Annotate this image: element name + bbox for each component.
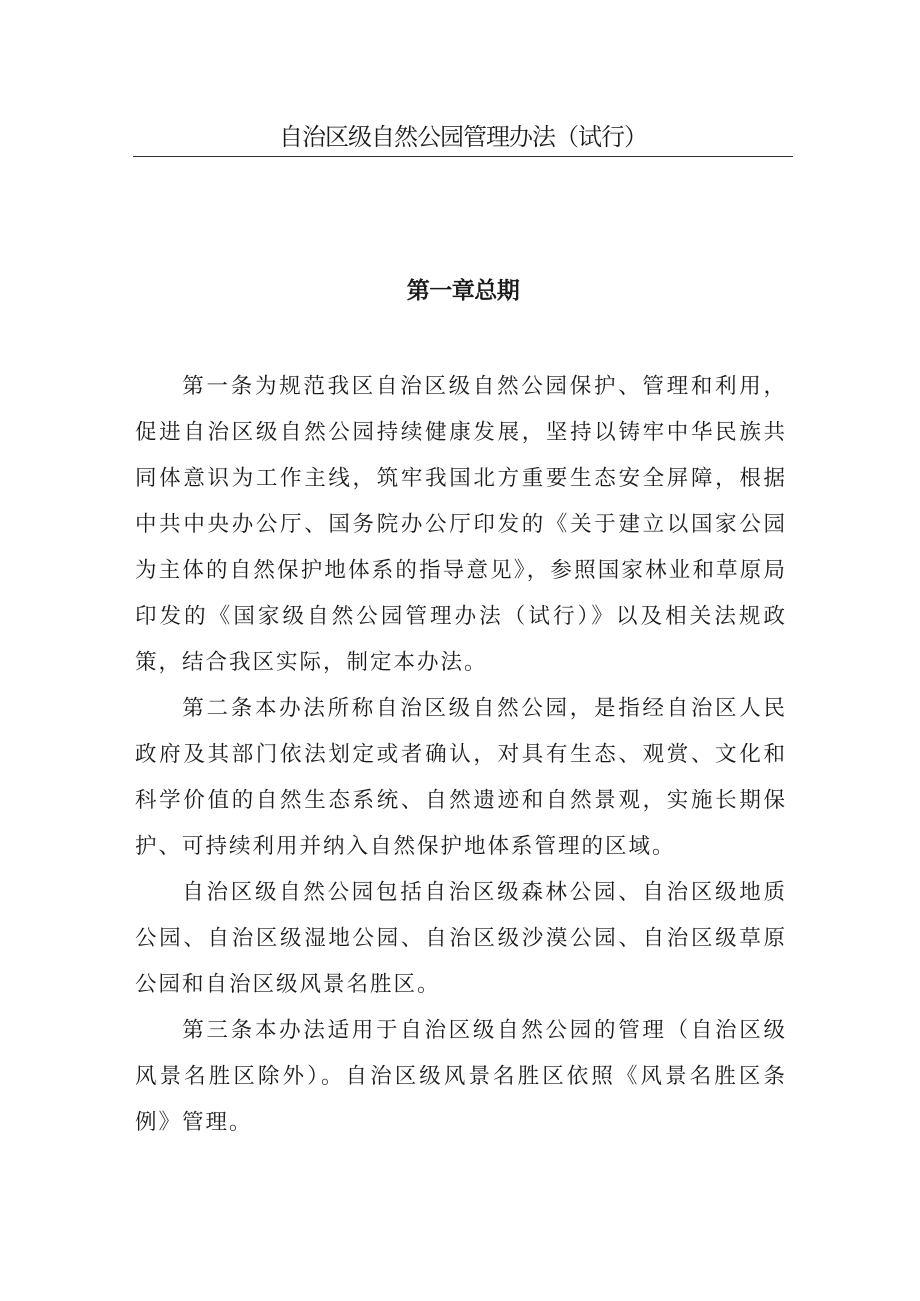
chapter-title: 第一章总期 (406, 278, 520, 304)
document-body (135, 364, 787, 1146)
document-header-title: 自治区级自然公园管理办法（试行） (279, 123, 647, 151)
header-divider (133, 156, 793, 157)
article-2-continuation-paragraph: 自治区级自然公园包括自治区级森林公园、自治区级地质公园、自治区级湿地公园、自治区级沙漠公园、自治区级草原公园和自治区级风景名胜区。 (135, 880, 787, 997)
article-1-paragraph: 第一条为规范我区自治区级自然公园保护、管理和利用，促进自治区级自然公园持续健康发展，坚持以铸牢中华民族共同体意识为工作主线，筑牢我国北方重要生态安全屏障，根据中共中央办公厅、国务院办公厅印发的《关于建立以国家公园为主体的自然保护地体系的指导意见》，参照国家林业和草原局印发的《国家级自然公园管理办法（试行）》以及相关法规政策，结合我区实际，制定本办法。 (135, 374, 787, 675)
article-3-paragraph: 第三条本办法适用于自治区级自然公园的管理（自治区级风景名胜区除外）。自治区级风景名胜区依照《风景名胜区条例》管理。 (135, 1018, 787, 1135)
article-2-paragraph: 第二条本办法所称自治区级自然公园，是指经自治区人民政府及其部门依法划定或者确认，对具有生态、观赏、文化和科学价值的自然生态系统、自然遗迹和自然景观，实施长期保护、可持续利用并纳入自然保护地体系管理的区域。 (135, 696, 787, 859)
